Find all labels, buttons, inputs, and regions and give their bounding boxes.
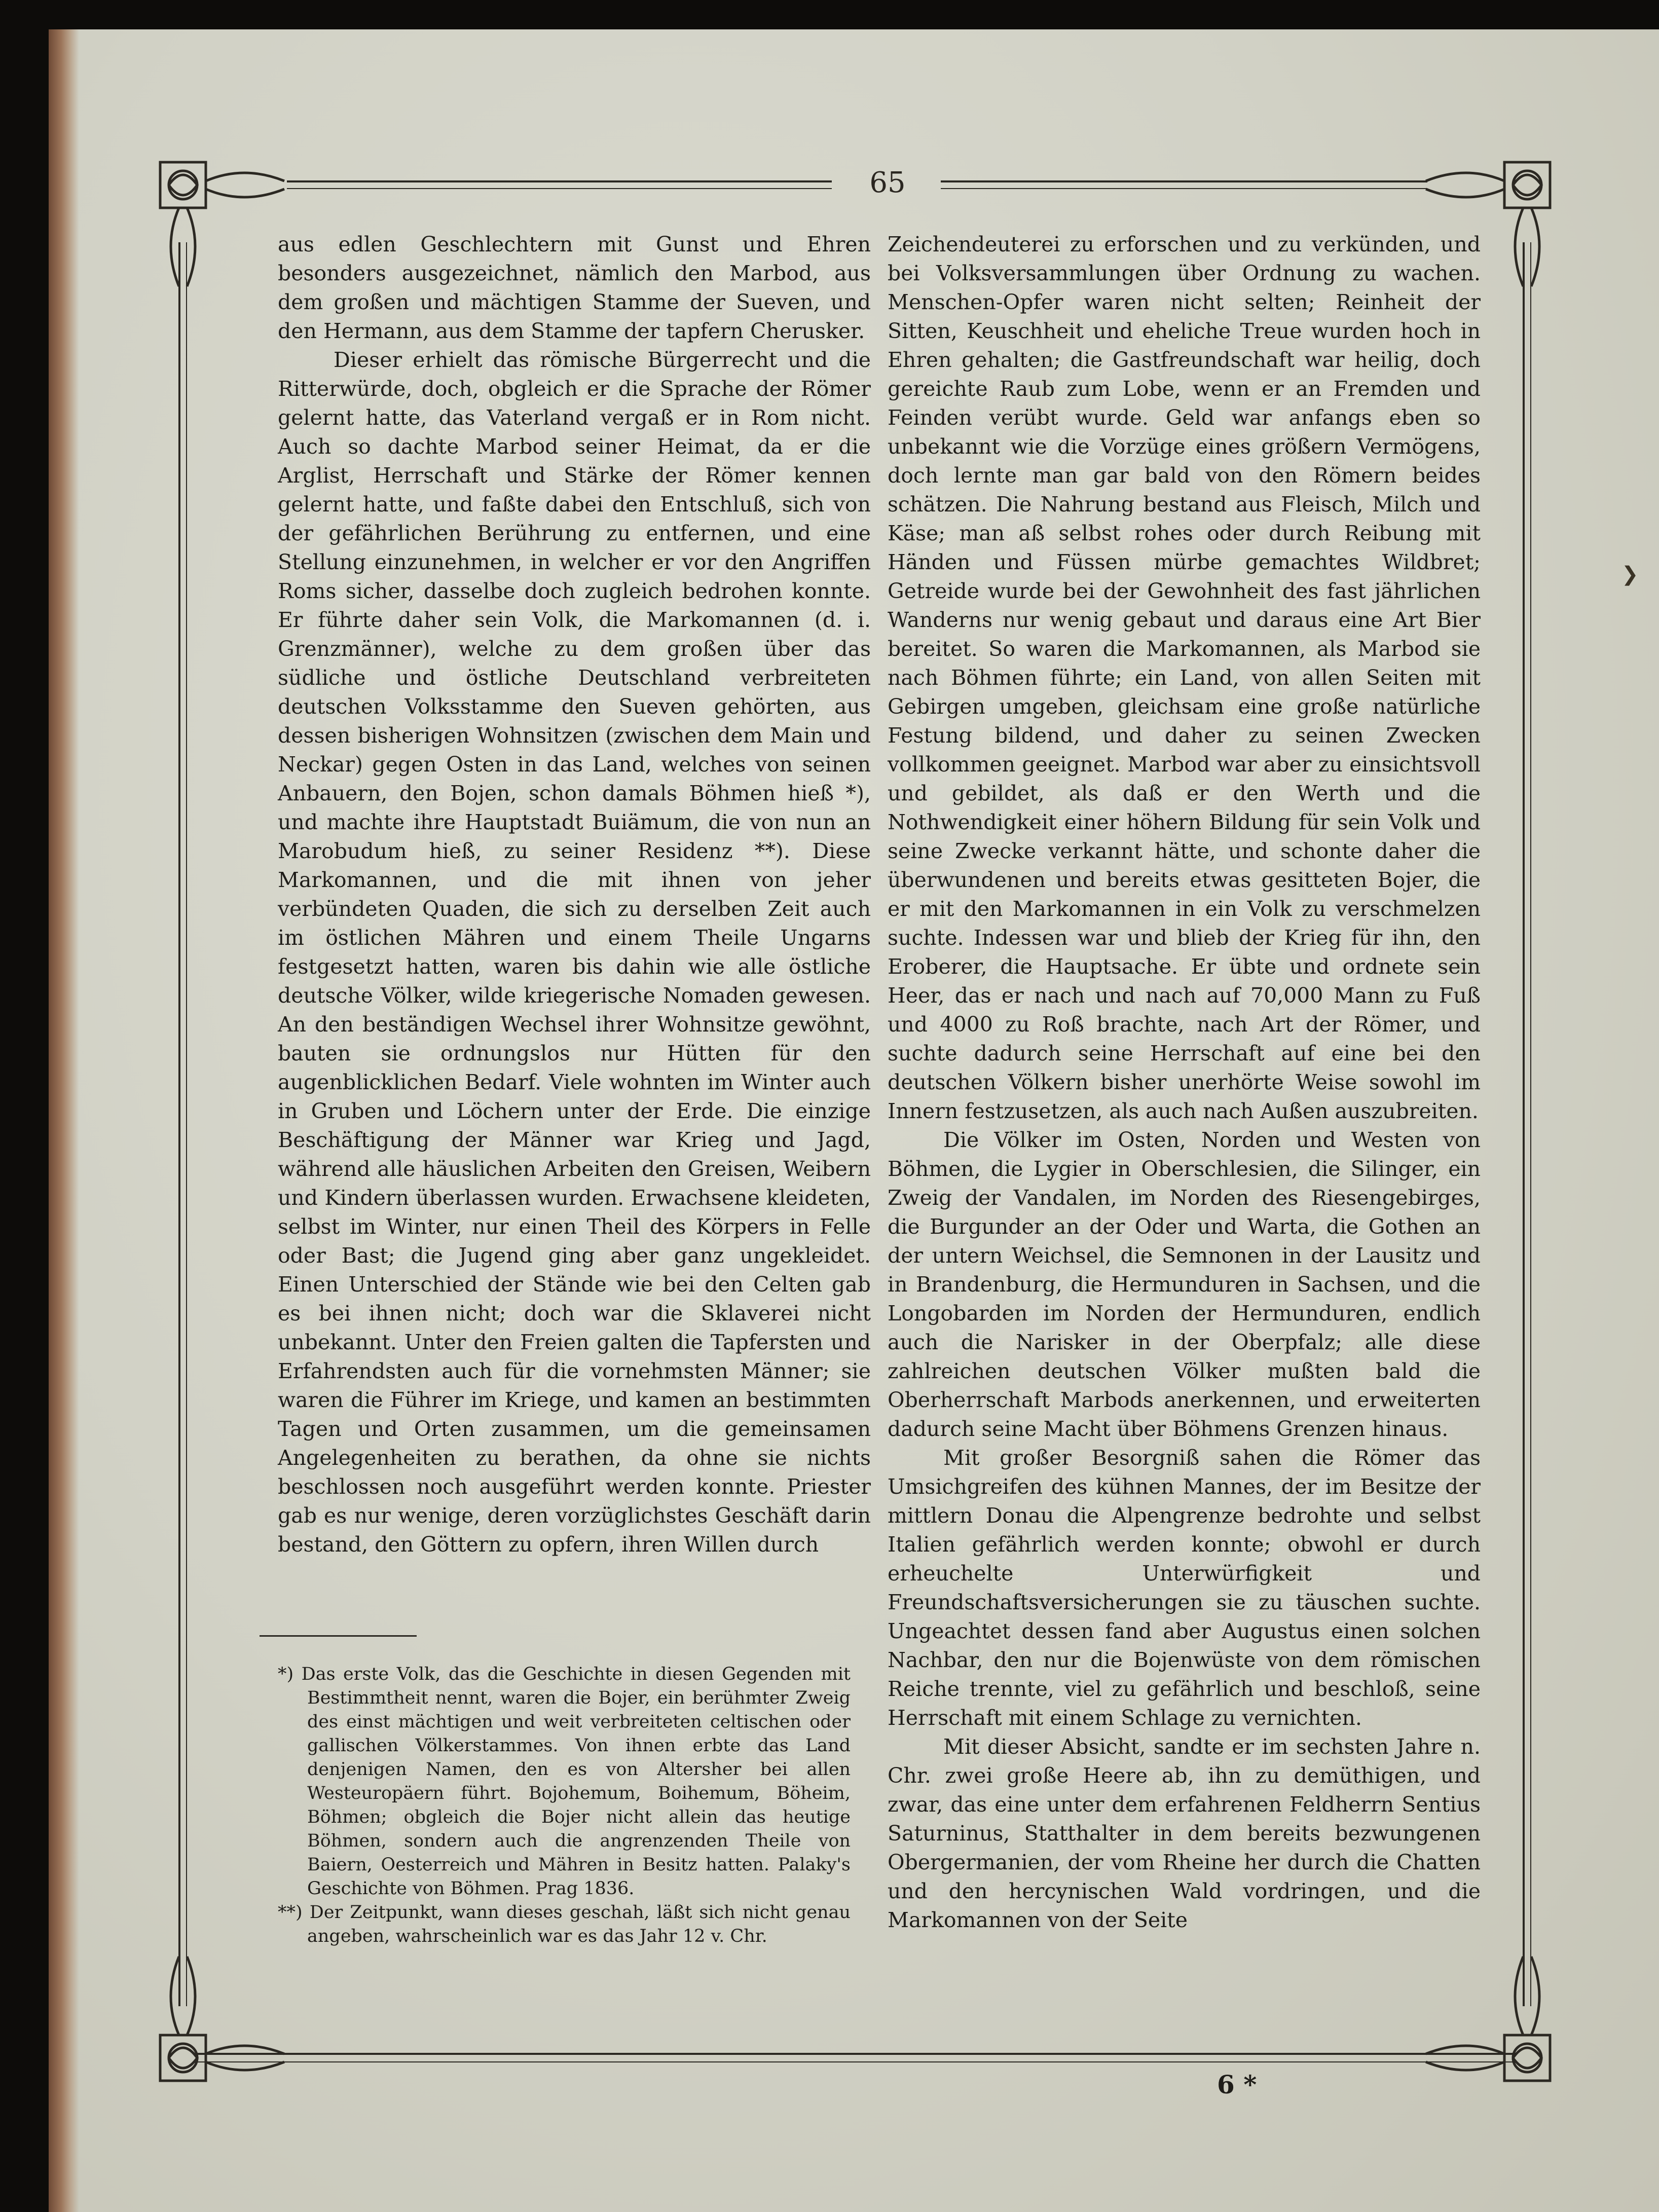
margin-mark: ❯ (1621, 563, 1639, 586)
footnote-divider (260, 1635, 417, 1637)
paragraph: Mit großer Besorgniß sahen die Römer das Umsichgreifen des kühnen Mannes, der im Besitze der mittlern Donau die Alpengrenze bedrohte und selbst Italien gefährlich werden konnte; obwohl er durch erheuchelte Unterwürfigkeit und Freundschaftsversicherungen sie zu täuschen suchte. Ungeachtet dessen fand aber Augustus einen solchen Nachbar, den nur die Bojenwüste von dem römischen Reiche trennte, viel zu gefährlich und beschloß, seine Herrschaft mit einem Schlage zu vernichten. (888, 1446, 1481, 1730)
paragraph: Die Völker im Osten, Norden und Westen von Böhmen, die Lygier in Oberschlesien, die Silinger, ein Zweig der Vandalen, im Norden des Riesengebirges, die Burgunder an der Oder und Warta, die Gothen an der untern Weichsel, die Semnonen in der Lausitz und in Brandenburg, die Hermunduren in Sachsen, und die Longobarden im Norden der Hermunduren, endlich auch die Narisker in der Oberpfalz; alle diese zahlreichen deutschen Völker mußten bald die Oberherrschaft Marbods anerkennen, und erweiterten dadurch seine Macht über Böhmens Grenzen hinaus. (888, 1128, 1481, 1441)
footnotes (278, 1663, 851, 1948)
paragraph: aus edlen Geschlechtern mit Gunst und Ehren besonders ausgezeichnet, nämlich den Marbod, aus dem großen und mächtigen Stamme der Sueven, und den Hermann, aus dem Stamme der tapfern Cherusker. (278, 232, 871, 343)
footnote: *) Das erste Volk, das die Geschichte in diesen Gegenden mit Bestimmtheit nennt, waren die Bojer, ein berühmter Zweig des einst mächtigen und weit verbreiteten celtischen oder gallischen Völkerstammes. Von ihnen erbte das Land denjenigen Namen, den es von Altersher bei allen Westeuropäern führt. Bojohemum, Boihemum, Böheim, Böhmen; obgleich die Bojer nicht allein das heutige Böhmen, sondern auch die angrenzenden Theile von Baiern, Oesterreich und Mähren in Besitz hatten. Palaky's Geschichte von Böhmen. Prag 1836. (278, 1664, 851, 1899)
book-page (49, 29, 1659, 2212)
paragraph: Dieser erhielt das römische Bürgerrecht und die Ritterwürde, doch, obgleich er die Sprache der Römer gelernt hatte, das Vaterland vergaß er in Rom nicht. Auch so dachte Marbod seiner Heimat, da er die Arglist, Herrschaft und Stärke der Römer kennen gelernt hatte, und faßte dabei den Entschluß, sich von der gefährlichen Berührung zu entfernen, und eine Stellung einzunehmen, in welcher er vor den Angriffen Roms sicher, dasselbe doch zugleich bedrohen konnte. Er führte daher sein Volk, die Markomannen (d. i. Grenzmänner), welche zu dem großen über das südliche und östliche Deutschland verbreiteten deutschen Volksstamme den Sueven gehörten, aus dessen bisherigen Wohnsitzen (zwischen dem Main und Neckar) gegen Osten in das Land, welches von seinen Anbauern, den Bojen, schon damals Böhmen hieß *), und machte ihre Hauptstadt Buiämum, die von nun an Marobudum hieß, zu seiner Residenz **). Diese Markomannen, und die mit ihnen von jeher verbündeten Quaden, die sich zu derselben Zeit auch im östlichen Mähren und einem Theile Ungarns festgesetzt hatten, waren bis dahin wie alle östliche deutsche Völker, wilde kriegerische Nomaden gewesen. An den beständigen Wechsel ihrer Wohnsitze gewöhnt, bauten sie ordnungslos nur Hütten für den augenblicklichen Bedarf. Viele wohnten im Winter auch in Gruben und Löchern unter der Erde. Die einzige Beschäftigung der Männer war Krieg und Jagd, während alle häuslichen Arbeiten den Greisen, Weibern und Kindern überlassen wurden. Erwachsene kleideten, selbst im Winter, nur einen Theil des Körpers in Felle oder Bast; die Jugend ging aber ganz ungekleidet. Einen Unterschied der Stände wie bei den Celten gab es bei ihnen nicht; doch war die Sklaverei nicht unbekannt. Unter den Freien galten die Tapfersten und Erfahrendsten auch für die vornehmsten Männer; sie waren die Führer im Kriege, und kamen an bestimmten Tagen und Orten zusammen, um die gemeinsamen Angelegenheiten zu berathen, da ohne sie nichts beschlossen noch ausgeführt werden konnte. Priester gab es nur wenige, deren vorzüglichstes Geschäft darin bestand, den Göttern zu opfern, ihren Willen durch (278, 348, 871, 1557)
paragraph: Zeichendeuterei zu erforschen und zu verkünden, und bei Volksversammlungen über Ordnung zu wachen. Menschen-Opfer waren nicht selten; Reinheit der Sitten, Keuschheit und eheliche Treue wurden hoch in Ehren gehalten; die Gastfreundschaft war heilig, doch gereichte Raub zum Lobe, wenn er an Fremden und Feinden verübt wurde. Geld war anfangs eben so unbekannt wie die Vorzüge eines größern Vermögens, doch lernte man gar bald von den Römern beides schätzen. Die Nahrung bestand aus Fleisch, Milch und Käse; man aß selbst rohes oder durch Reibung mit Händen und Füssen mürbe gemachtes Wildbret; Getreide wurde bei der Gewohnheit des fast jährlichen Wanderns nur wenig gebaut und daraus eine Art Bier bereitet. So waren die Markomannen, als Marbod sie nach Böhmen führte; ein Land, von allen Seiten mit Gebirgen umgeben, gleichsam eine große natürliche Festung bildend, und daher zu seinen Zwecken vollkommen geeignet. Marbod war aber zu einsichtsvoll und gebildet, als daß er den Werth und die Nothwendigkeit einer höhern Bildung für sein Volk und seine Zwecke verkannt hätte, und schonte daher die überwundenen und bereits etwas gesitteten Bojer, die er mit den Markomannen in ein Volk zu verschmelzen suchte. Indessen war und blieb der Krieg für ihn, den Eroberer, die Hauptsache. Er übte und ordnete sein Heer, das er nach und nach auf 70,000 Mann zu Fuß und 4000 zu Roß brachte, nach Art der Römer, und suchte dadurch seine Herrschaft auf eine bei den deutschen Völkern bisher unerhörte Weise sowohl im Innern festzusetzen, als auch nach Außen auszubreiten. (888, 232, 1481, 1123)
left-text-column (278, 230, 871, 1559)
signature-mark: 6 * (1217, 2070, 1257, 2099)
footnote: **) Der Zeitpunkt, wann dieses geschah, läßt sich nicht genau angeben, wahrscheinlich war es das Jahr 12 v. Chr. (278, 1902, 851, 1946)
paragraph: Mit dieser Absicht, sandte er im sechsten Jahre n. Chr. zwei große Heere ab, ihn zu demüthigen, und zwar, das eine unter dem erfahrenen Feldherrn Sentius Saturninus, Statthalter in dem bereits bezwungenen Obergermanien, der vom Rheine her durch die Chatten und den hercynischen Wald vordringen, und die Markomannen von der Seite (888, 1735, 1481, 1932)
page-number: 65 (869, 166, 906, 199)
right-text-column (888, 230, 1481, 1935)
